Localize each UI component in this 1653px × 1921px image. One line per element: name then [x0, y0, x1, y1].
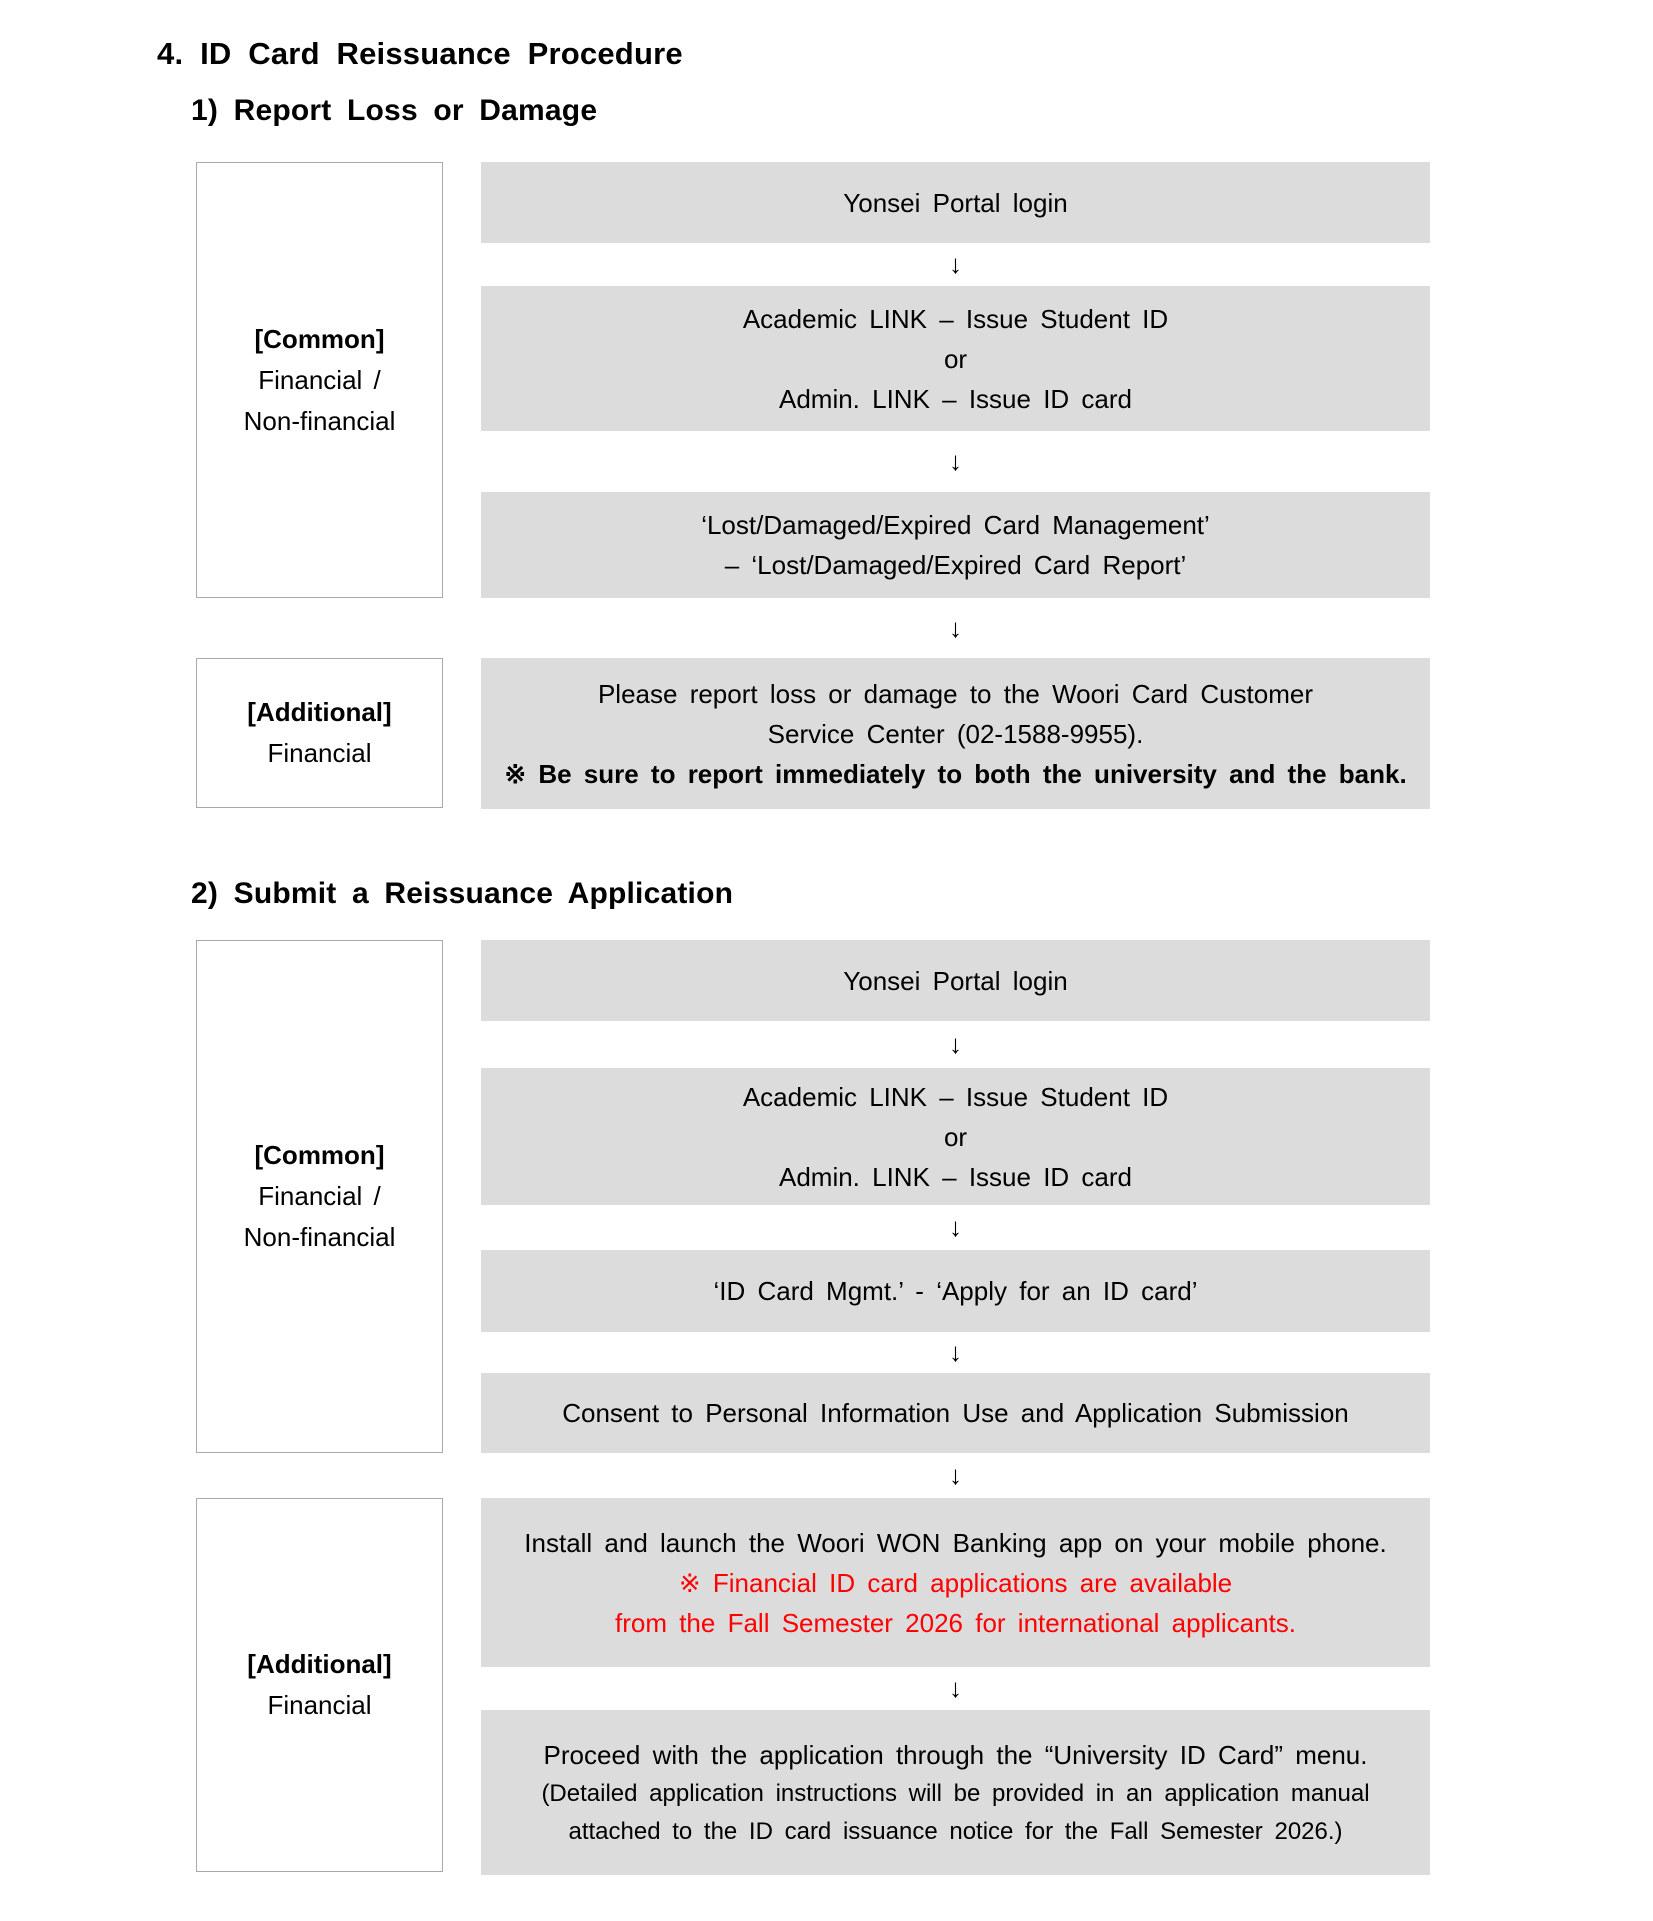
- step-line: Proceed with the application through the “University ID Card” menu.: [543, 1739, 1368, 1770]
- step-line: Service Center (02-1588-9955).: [767, 718, 1144, 749]
- step-line: Consent to Personal Information Use and Application Submission: [562, 1398, 1349, 1428]
- category-box-additional-1: [196, 658, 443, 808]
- category-line: Financial: [267, 738, 372, 768]
- step-line: Admin. LINK – Issue ID card: [778, 1161, 1133, 1192]
- flow-step-portal-login-2: [481, 940, 1430, 1021]
- flow-step-woori-app: [481, 1498, 1430, 1667]
- down-arrow-icon: ↓: [949, 249, 962, 279]
- flow-step-consent: [481, 1373, 1430, 1453]
- category-label: [Additional]: [247, 1649, 392, 1679]
- category-line: Non-financial: [243, 405, 396, 436]
- category-line: Financial: [267, 1690, 372, 1720]
- step-line-note-red: from the Fall Semester 2026 for international applicants.: [614, 1607, 1296, 1638]
- down-arrow-icon: ↓: [949, 1673, 962, 1703]
- step-line-note-red: ※ Financial ID card applications are available: [678, 1567, 1233, 1598]
- page-title: 4. ID Card Reissuance Procedure: [157, 36, 683, 71]
- category-box-common-1: [196, 162, 443, 598]
- down-arrow-icon: ↓: [949, 1029, 962, 1059]
- flow-step-link-menu-2: [481, 1068, 1430, 1205]
- step-line: or: [943, 1121, 968, 1152]
- section-2-heading: 2) Submit a Reissuance Application: [191, 877, 734, 910]
- flow-step-id-card-mgmt: [481, 1250, 1430, 1332]
- down-arrow-icon: ↓: [949, 1212, 962, 1242]
- flow-step-woori-report: [481, 658, 1430, 809]
- category-box-additional-2: [196, 1498, 443, 1872]
- flow-step-university-id-menu: [481, 1710, 1430, 1875]
- step-line: Academic LINK – Issue Student ID: [742, 303, 1169, 334]
- category-label: [Common]: [254, 1140, 385, 1170]
- step-line: (Detailed application instructions will be provided in an application manual: [541, 1779, 1370, 1807]
- category-box-common-2: [196, 940, 443, 1453]
- section-1-heading: 1) Report Loss or Damage: [191, 94, 598, 127]
- flow-step-link-menu-1: [481, 286, 1430, 431]
- step-line: attached to the ID card issuance notice for the Fall Semester 2026.): [568, 1817, 1343, 1845]
- category-line: Financial /: [258, 1181, 381, 1211]
- category-line: Financial /: [258, 364, 381, 395]
- flow-step-portal-login-1: [481, 162, 1430, 243]
- step-line: Install and launch the Woori WON Banking app on your mobile phone.: [524, 1527, 1387, 1558]
- step-line: Yonsei Portal login: [843, 965, 1068, 996]
- step-line: or: [943, 343, 968, 374]
- down-arrow-icon: ↓: [949, 446, 962, 476]
- step-line: Admin. LINK – Issue ID card: [778, 383, 1133, 414]
- down-arrow-icon: ↓: [949, 1460, 962, 1490]
- category-label: [Common]: [254, 323, 385, 354]
- flow-step-card-report: [481, 492, 1430, 598]
- category-line: Non-financial: [243, 1222, 396, 1252]
- step-line: Academic LINK – Issue Student ID: [742, 1081, 1169, 1112]
- down-arrow-icon: ↓: [949, 612, 962, 643]
- step-line: ‘Lost/Damaged/Expired Card Management’: [701, 510, 1210, 540]
- step-line: – ‘Lost/Damaged/Expired Card Report’: [724, 550, 1187, 580]
- step-line-note: ※ Be sure to report immediately to both the university and the bank.: [504, 758, 1407, 789]
- category-label: [Additional]: [247, 697, 392, 727]
- step-line: ‘ID Card Mgmt.’ - ‘Apply for an ID card’: [713, 1276, 1198, 1306]
- down-arrow-icon: ↓: [949, 1337, 962, 1367]
- step-line: Please report loss or damage to the Woori Card Customer: [597, 678, 1314, 709]
- step-line: Yonsei Portal login: [843, 187, 1068, 218]
